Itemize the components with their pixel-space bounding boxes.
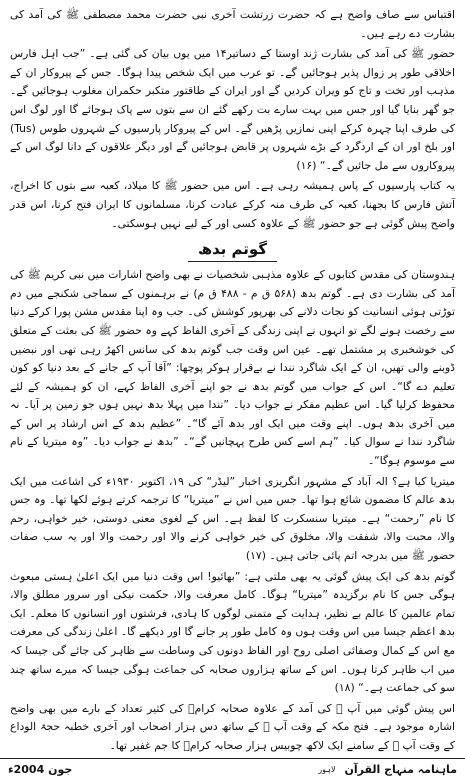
section-heading: گوتم بدھ	[188, 239, 277, 262]
section-heading-wrap	[10, 239, 455, 262]
top-paragraph: حضور ﷺ کی آمد کی بشارت ژند اوستا کے دساتیر۱۴ میں یوں بیان کی گئی ہے۔ ”جب اہل فارس اخلاقی طور پر زوال پذیر ہوجائیں گے۔ تو عرب میں ایک شخص پیدا ہوگا۔ جس کے پیروکار ان کے مذہب اور تخت و تاج کو ویران کردیں گے اور ایران کے طاقتور متکبر حکمران مغلوب ہوجائیں گے۔ جو گھر بنایا گیا اور جس میں بہت سارے بت رکھے گئے ان سے بتوں سے پاک ہوجائے گا اور لوگ اس کی طرف اپنا چہرہ کرکے اپنی نمازیں پڑھیں گے۔ اس کے پیروکار پارسیوں کے شہروں طوس (Tus) اور بلخ اور ان کے اردگرد کے بڑے شہروں پر قابض ہوجائیں گے اور دیگر علاقوں کے دانا لوگ اس کے پیروکاروں سے مل جائیں گے۔“ (۱۶)	[10, 47, 455, 172]
body-text-bottom	[10, 266, 455, 755]
footer-city: لاہور	[318, 765, 336, 774]
bottom-paragraph: گوتم بدھ کی ایک پیش گوئی یہ بھی ملتی ہے: ”بھائیو! اس وقت دنیا میں ایک اعلیٰ ہستی مبعوث ہوگی جس کا نام برگزیدہ ”میتریا“ ہوگا۔ کامل معرفت والا، حکمت نیکی اور سرور مطلق والا، تمام عالمین کا عالم بے نظیر، ہدایت کے متمنی لوگوں کا ہادی، فرشتوں اور انسانوں کا معلم۔ ایک بدھ اعظم جیسا میں اس وقت ہوں وہ کامل طور پر جانے گا اور دیکھے گا۔ اعلیٰ زندگی کی معرفت مع اس کے کمال وصفائی اصلی روح اور الفاظ دونوں کی وساطت سے ظاہر کی جائے گی جیسا کہ میں اب ظاہر کرتا ہوں۔ اس کے ساتھ ہزاروں صحابہ کی جماعت ہوگی جیسا کہ میرے ساتھ چند سو کی جماعت ہے۔“ (۱۸)	[10, 569, 455, 695]
top-paragraph: یہ کتاب پارسیوں کے پاس ہمیشہ رہی ہے۔ اس میں حضور ﷺ کا میلاد، کعبہ سے بتوں کا اخراج، آتش فارس کا بجھنا، کعبہ کی طرف منہ کرکے عبادت کرنا، مسلمانوں کا ایران فتح کرنا، اس قدر واضح پیش گوئی ہے جو حضور ﷺ کے علاوہ کسی اور کے لیے نہیں ہوسکتی۔	[10, 179, 455, 230]
body-text-top	[10, 6, 455, 233]
footer-date: جون 2004ء	[8, 763, 73, 776]
footer-magazine-block	[318, 763, 457, 776]
top-paragraph: اقتباس سے صاف واضح ہے کہ حضرت زرتشت آخری نبی حضرت محمد مصطفی ﷺ کی آمد کی بشارت دے رہے ہیں۔	[10, 8, 455, 40]
bottom-paragraph: ہندوستان کی مقدس کتابوں کے علاوہ مذہبی شخصیات نے بھی واضح اشارات میں نبی کریم ﷺ کی آمد کی بشارت دی ہے۔ گوتم بدھ (۵۶۸ ق م - ۴۸۸ ق م) نے برہمنوں کے سماجی شکنجے میں دم توڑتی ہوئی انسانیت کو نجات دلانے کی بھرپور کوشش کی۔ جب وہ اپنا مقدس مشن پورا کرکے دنیا سے رخصت ہونے لگے تو انہوں نے اپنی زندگی کے آخری الفاظ کہے وہ حضور ﷺ کی بعثت کے متعلق کی خوشخبری پر مشتمل تھے۔ عین اس وقت جب گوتم بدھ کی سانس اکھڑ رہی تھی اور نبضیں ڈوبنے والی تھیں، ان کے ایک شاگرد نندا نے بےقرار ہوکر پوچھا: ”آقا آپ کے جانے کے بعد دنیا کو کون تعلیم دے گا“۔ اس کے جواب میں گوتم بدھ نے جو اپنے آخری الفاظ کہے، ان کو ہمیشہ کے لئے محفوظ کرلیا گیا۔ اس عظیم مفکر نے جواب دیا۔ ”نندا میں پہلا بدھ نہیں ہوں جو زمین پر آیا۔ نہ میں آخری بدھ ہوں۔ اپنے وقت میں ایک اور بدھ آئے گا“۔ ”عظیم بدھ کے اس ارشاد پر اس کے شاگرد نندا نے سوال کیا۔ ”ہم اسے کس طرح پہچانیں گے“۔ ”بدھ نے جواب دیا۔ ”وہ میتریا کے نام سے موسوم ہوگا“۔	[10, 268, 455, 468]
bottom-paragraph: اس پیش گوئی میں آپ ﷺ کی آمد کے علاوہ صحابہ کرامؓ کی کثیر تعداد کے بارے میں بھی واضح اشارہ موجود ہے۔ فتح مکہ کے وقت آپ ﷺ کے ساتھ دس ہزار اصحاب اور آخری خطبہ حجۃ الوداع کے وقت آپ ﷺ کے سامنے ایک لاکھ چوبیس ہزار صحابہ کرامؓ کا جم غفیر تھا۔	[10, 701, 455, 752]
bottom-paragraph: میتریا کیا ہے؟ الہ آباد کے مشہور انگریزی اخبار ”لیڈر“ کی ۱۹، اکتوبر ۱۹۳۰ء کی اشاعت میں ایک بدھ عالم کا مضمون شائع ہوا تھا۔ جس میں اس نے ”میتریا“ کا ترجمہ کرتے ہوئے لکھا تھا۔ وہ جس کا نام ”رحمت“ ہے۔ میتریا سنسکرت کا لفظ ہے۔ اس کے لغوی معنی دوستی، خیر خواہی، رحم والا، محبت والا، شفقت والا، مخلوق کی خیر خواہی کرنے والا اور رحمت والا اور یہ سب صفات حضور ﷺ میں بدرجہ اتم پائی جاتی ہیں۔ (۱۷)	[10, 474, 455, 563]
page-footer	[0, 758, 465, 780]
footer-magazine-name: ماہنامہ منہاج القرآن	[344, 763, 457, 776]
